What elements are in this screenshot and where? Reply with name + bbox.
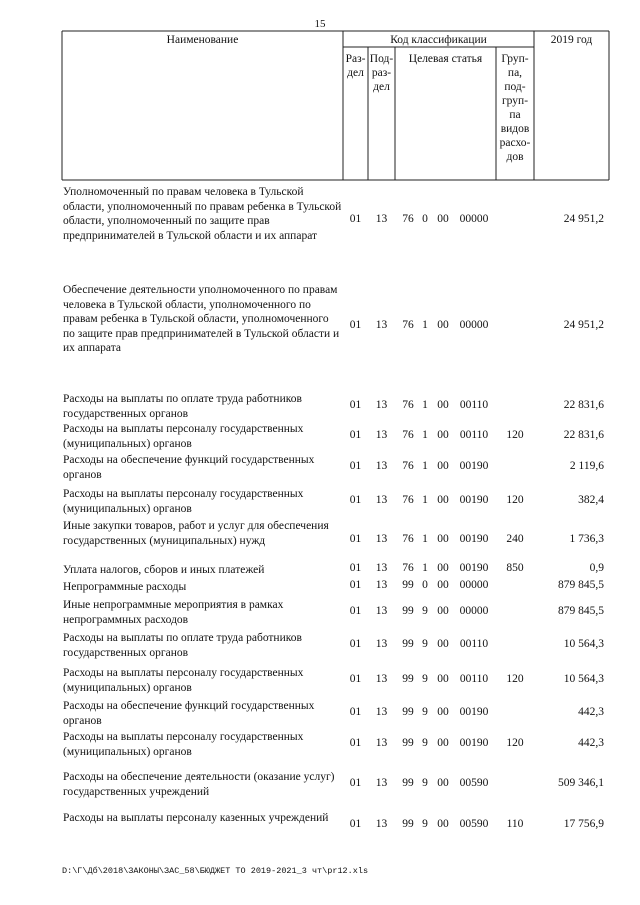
row-code-a3: 00 xyxy=(437,604,449,617)
table-row xyxy=(0,453,640,482)
row-code-a4: 00110 xyxy=(459,398,489,411)
row-code-a2: 1 xyxy=(422,532,428,545)
header-group: Груп- па, под- груп- па видов расхо- дов xyxy=(499,53,531,163)
row-code-a1: 99 xyxy=(402,705,414,718)
row-code-a4: 00110 xyxy=(459,672,489,685)
row-code-p: 13 xyxy=(375,604,388,617)
row-code-r: 01 xyxy=(349,398,362,411)
row-amount: 10 564,3 xyxy=(563,672,604,685)
row-code-p: 13 xyxy=(375,428,388,441)
row-code-a3: 00 xyxy=(437,776,449,789)
row-code-a3: 00 xyxy=(437,736,449,749)
row-code-p: 13 xyxy=(375,318,388,331)
row-code-a4: 00000 xyxy=(459,213,489,226)
row-name: Расходы на обеспечение функций государственных органов xyxy=(63,454,315,481)
row-code-a2: 1 xyxy=(422,428,428,441)
table-row xyxy=(0,519,640,563)
row-code-a4: 00000 xyxy=(459,579,489,592)
table-row xyxy=(0,666,640,695)
row-amount: 17 756,9 xyxy=(563,817,604,830)
row-amount: 382,4 xyxy=(578,493,604,506)
row-code-r: 01 xyxy=(349,672,362,685)
row-code-a4: 00190 xyxy=(459,493,489,506)
row-name: Иные непрограммные мероприятия в рамках непрограммных расходов xyxy=(63,599,284,626)
row-code-a2: 1 xyxy=(422,562,428,575)
row-code-p: 13 xyxy=(375,817,388,830)
header-article: Целевая статья xyxy=(408,53,483,65)
row-code-a4: 00190 xyxy=(459,532,489,545)
row-code-a3: 00 xyxy=(437,213,449,226)
row-name: Расходы на выплаты персоналу государственных (муниципальных) органов xyxy=(63,423,304,450)
table-row xyxy=(0,185,640,258)
row-code-r: 01 xyxy=(349,637,362,650)
row-name: Расходы на выплаты персоналу государственных (муниципальных) органов xyxy=(63,667,304,694)
row-code-r: 01 xyxy=(349,318,362,331)
row-amount: 879 845,5 xyxy=(558,604,604,617)
row-code-r: 01 xyxy=(349,604,362,617)
row-name: Иные закупки товаров, работ и услуг для обеспечения государственных (муниципальных) нужд xyxy=(63,520,329,547)
row-code-g: 120 xyxy=(506,428,524,441)
row-code-a1: 99 xyxy=(402,817,414,830)
header-razdel: Раз- дел xyxy=(345,53,366,79)
table-row xyxy=(0,563,640,578)
table-row xyxy=(0,283,640,370)
row-code-a4: 00000 xyxy=(459,604,489,617)
row-code-a2: 1 xyxy=(422,318,428,331)
table-row xyxy=(0,699,640,728)
header-classification: Код классификации xyxy=(390,34,487,46)
row-code-p: 13 xyxy=(375,672,388,685)
row-code-r: 01 xyxy=(349,579,362,592)
row-code-a2: 9 xyxy=(422,604,428,617)
row-code-a2: 9 xyxy=(422,776,428,789)
row-amount: 0,9 xyxy=(589,562,604,575)
row-amount: 24 951,2 xyxy=(563,318,604,331)
row-code-p: 13 xyxy=(375,736,388,749)
row-amount: 22 831,6 xyxy=(563,398,604,411)
row-code-g: 240 xyxy=(506,532,524,545)
table-row xyxy=(0,811,640,840)
row-name: Расходы на выплаты персоналу казенных учреждений xyxy=(63,812,329,824)
row-code-r: 01 xyxy=(349,817,362,830)
row-code-a3: 00 xyxy=(437,562,449,575)
row-code-a3: 00 xyxy=(437,637,449,650)
row-code-a1: 99 xyxy=(402,672,414,685)
table-row xyxy=(0,487,640,516)
table-row xyxy=(0,730,640,759)
row-code-a4: 00110 xyxy=(459,637,489,650)
row-amount: 2 119,6 xyxy=(569,459,604,472)
row-name: Расходы на выплаты по оплате труда работников государственных органов xyxy=(63,393,302,420)
row-name: Уплата налогов, сборов и иных платежей xyxy=(63,564,265,576)
row-code-a2: 0 xyxy=(422,213,428,226)
row-code-a4: 00190 xyxy=(459,736,489,749)
row-name: Расходы на выплаты персоналу государственных (муниципальных) органов xyxy=(63,731,304,758)
page-number: 15 xyxy=(314,18,326,30)
row-code-a2: 9 xyxy=(422,705,428,718)
row-code-a4: 00590 xyxy=(459,776,489,789)
row-code-r: 01 xyxy=(349,705,362,718)
row-amount: 22 831,6 xyxy=(563,428,604,441)
row-name: Расходы на выплаты по оплате труда работников государственных органов xyxy=(63,632,302,659)
row-code-a2: 1 xyxy=(422,459,428,472)
row-amount: 879 845,5 xyxy=(558,579,604,592)
row-code-p: 13 xyxy=(375,637,388,650)
row-code-p: 13 xyxy=(375,213,388,226)
row-code-p: 13 xyxy=(375,532,388,545)
table-row xyxy=(0,422,640,451)
row-code-a3: 00 xyxy=(437,459,449,472)
row-name: Непрограммные расходы xyxy=(63,581,187,593)
row-code-a1: 99 xyxy=(402,776,414,789)
row-code-a3: 00 xyxy=(437,493,449,506)
row-code-a1: 99 xyxy=(402,579,414,592)
row-code-a1: 76 xyxy=(402,398,414,411)
row-code-a1: 76 xyxy=(402,428,414,441)
row-code-a1: 99 xyxy=(402,637,414,650)
row-code-a3: 00 xyxy=(437,318,449,331)
row-code-a1: 76 xyxy=(402,459,414,472)
row-code-a2: 0 xyxy=(422,579,428,592)
row-code-g: 110 xyxy=(506,817,524,830)
row-code-p: 13 xyxy=(375,579,388,592)
row-amount: 442,3 xyxy=(578,736,604,749)
row-code-r: 01 xyxy=(349,213,362,226)
row-code-a1: 99 xyxy=(402,604,414,617)
row-code-a4: 00110 xyxy=(459,428,489,441)
table-row xyxy=(0,392,640,421)
row-name: Расходы на выплаты персоналу государственных (муниципальных) органов xyxy=(63,488,304,515)
header-year: 2019 год xyxy=(550,34,593,46)
row-code-p: 13 xyxy=(375,705,388,718)
row-code-a2: 1 xyxy=(422,493,428,506)
row-code-g: 120 xyxy=(506,493,524,506)
row-code-a4: 00000 xyxy=(459,318,489,331)
row-code-a4: 00190 xyxy=(459,705,489,718)
row-code-a4: 00590 xyxy=(459,817,489,830)
row-code-r: 01 xyxy=(349,776,362,789)
row-code-a3: 00 xyxy=(437,817,449,830)
row-code-a2: 9 xyxy=(422,736,428,749)
row-code-r: 01 xyxy=(349,736,362,749)
row-code-a3: 00 xyxy=(437,672,449,685)
row-code-a1: 76 xyxy=(402,318,414,331)
row-code-r: 01 xyxy=(349,562,362,575)
table-row xyxy=(0,631,640,660)
row-code-p: 13 xyxy=(375,776,388,789)
row-amount: 442,3 xyxy=(578,705,604,718)
row-code-a1: 76 xyxy=(402,562,414,575)
row-code-p: 13 xyxy=(375,493,388,506)
row-code-a2: 9 xyxy=(422,637,428,650)
row-name: Уполномоченный по правам человека в Тульской области, уполномоченный по правам ребенка в Тульской области, уполномоченный по защите прав предпринимателей в Тульской области и их аппарат xyxy=(63,186,342,242)
row-code-g: 850 xyxy=(506,562,524,575)
row-code-a1: 99 xyxy=(402,736,414,749)
row-code-r: 01 xyxy=(349,459,362,472)
row-code-a2: 9 xyxy=(422,817,428,830)
footer-file-path: D:\Г\Дб\2018\ЗАКОНЫ\ЗАС_58\БЮДЖЕТ ТО 2019-2021_3 чт\pr12.xls xyxy=(62,866,369,876)
header-name: Наименование xyxy=(166,34,239,46)
table-row xyxy=(0,580,640,595)
table-row xyxy=(0,598,640,627)
row-code-a3: 00 xyxy=(437,398,449,411)
row-code-a1: 76 xyxy=(402,532,414,545)
row-code-a1: 76 xyxy=(402,213,414,226)
row-code-r: 01 xyxy=(349,532,362,545)
row-code-r: 01 xyxy=(349,493,362,506)
row-code-a1: 76 xyxy=(402,493,414,506)
row-amount: 24 951,2 xyxy=(563,213,604,226)
row-amount: 10 564,3 xyxy=(563,637,604,650)
header-podrazdel: Под- раз- дел xyxy=(369,53,394,93)
row-name: Расходы на обеспечение функций государственных органов xyxy=(63,700,315,727)
row-code-a2: 1 xyxy=(422,398,428,411)
row-code-a3: 00 xyxy=(437,532,449,545)
row-code-a2: 9 xyxy=(422,672,428,685)
row-name: Обеспечение деятельности уполномоченного по правам человека в Тульской области, уполномоченного по правам ребенка в Тульской области, уполномоченного по защите прав предпринимателей в Тульской области и их аппарата xyxy=(63,284,340,354)
row-code-p: 13 xyxy=(375,459,388,472)
row-code-a3: 00 xyxy=(437,428,449,441)
row-code-a3: 00 xyxy=(437,705,449,718)
row-code-p: 13 xyxy=(375,398,388,411)
row-amount: 1 736,3 xyxy=(569,532,604,545)
row-code-a4: 00190 xyxy=(459,459,489,472)
row-code-g: 120 xyxy=(506,672,524,685)
row-amount: 509 346,1 xyxy=(558,776,604,789)
row-code-p: 13 xyxy=(375,562,388,575)
row-code-a4: 00190 xyxy=(459,562,489,575)
row-name: Расходы на обеспечение деятельности (оказание услуг) государственных учреждений xyxy=(63,771,335,798)
row-code-r: 01 xyxy=(349,428,362,441)
row-code-g: 120 xyxy=(506,736,524,749)
table-row xyxy=(0,770,640,799)
row-code-a3: 00 xyxy=(437,579,449,592)
